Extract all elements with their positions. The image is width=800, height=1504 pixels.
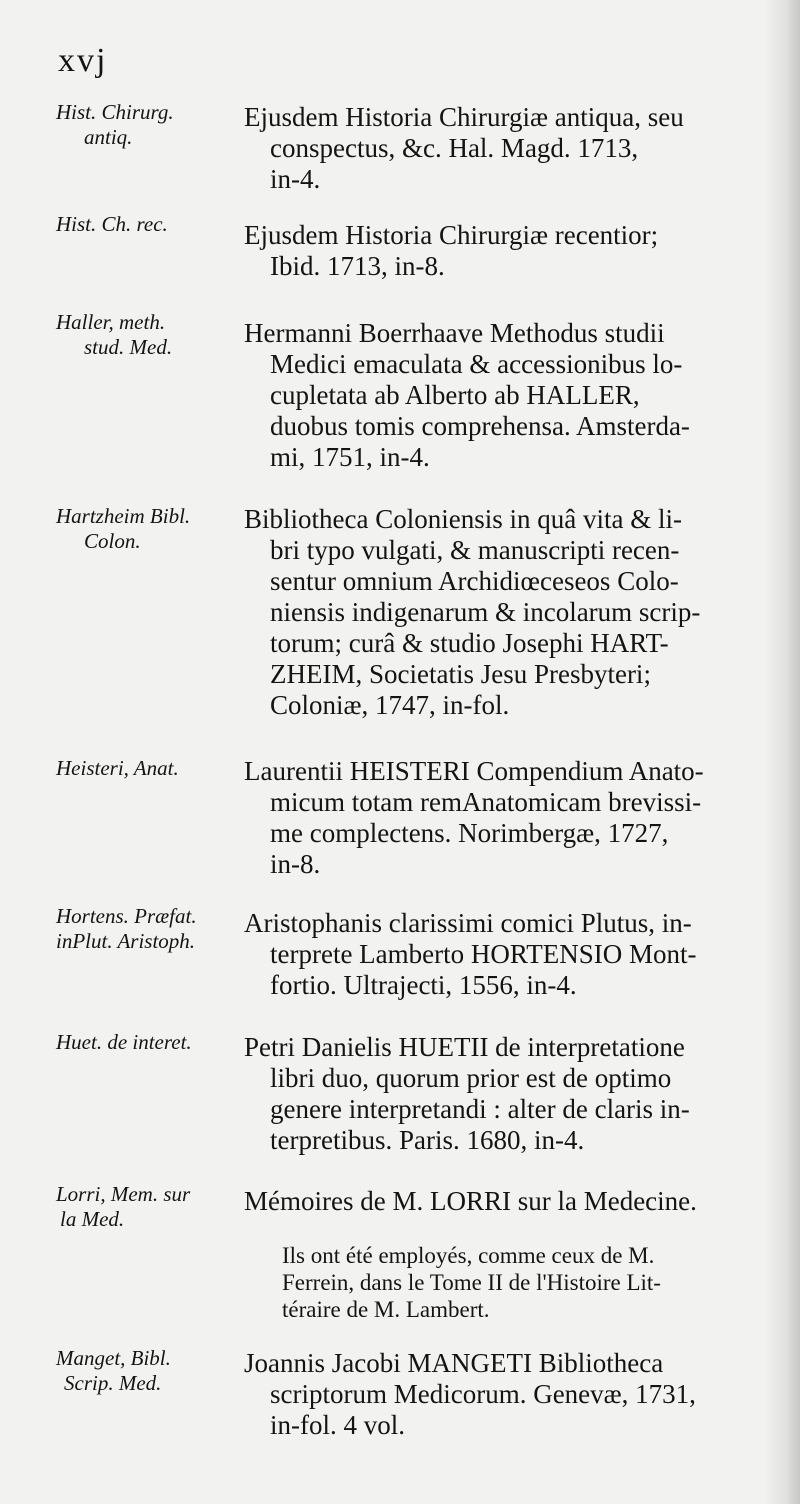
entry-line: torum; curâ & studio Josephi HART- xyxy=(270,628,669,658)
abbreviation-line: la Med. xyxy=(60,1207,125,1231)
entry-line: Hermanni Boerrhaave Methodus studii xyxy=(244,318,665,348)
entry-line: micum totam remAnatomicam brevissi- xyxy=(270,787,702,817)
entry-text xyxy=(244,318,766,473)
page-number: xvj xyxy=(58,42,108,79)
abbreviation-line: Hist. Ch. rec. xyxy=(56,212,168,236)
abbreviation-line: Hist. Chirurg. xyxy=(56,100,174,124)
entry-line: Ejusdem Historia Chirurgiæ antiqua, seu xyxy=(244,102,684,132)
entry-line: fortio. Ultrajecti, 1556, in-4. xyxy=(270,970,577,1000)
abbreviation-line: Hortens. Præfat. xyxy=(56,904,197,928)
page-shadow xyxy=(764,0,800,1504)
entry-line: Bibliotheca Coloniensis in quâ vita & li- xyxy=(244,504,682,534)
entry-text xyxy=(244,504,766,721)
entry-abbreviation xyxy=(56,1182,236,1232)
entry-line: Petri Danielis HUETII de interpretatione xyxy=(244,1032,685,1062)
entry-text xyxy=(244,102,766,195)
abbreviation-line: Scrip. Med. xyxy=(64,1371,162,1395)
entry-line: duobus tomis comprehensa. Amsterda- xyxy=(270,411,690,441)
entry-line: in-fol. 4 vol. xyxy=(270,1410,405,1440)
entry-text xyxy=(244,220,766,282)
note-line: Ils ont été employés, comme ceux de M. xyxy=(282,1243,655,1268)
note-line: téraire de M. Lambert. xyxy=(282,1297,490,1322)
entry-abbreviation xyxy=(56,100,236,150)
abbreviation-line: Haller, meth. xyxy=(56,310,166,334)
entry-line: terpretibus. Paris. 1680, in-4. xyxy=(270,1125,585,1155)
entry-line: Medici emaculata & accessionibus lo- xyxy=(270,349,683,379)
entry-line: Ibid. 1713, in-8. xyxy=(270,251,445,281)
entry-text xyxy=(244,756,766,880)
entry-line: bri typo vulgati, & manuscripti recen- xyxy=(270,535,680,565)
entry-abbreviation xyxy=(56,756,236,781)
entry-abbreviation xyxy=(56,1346,236,1396)
entry-line: me complectens. Norimbergæ, 1727, xyxy=(270,818,669,848)
entry-text xyxy=(244,908,766,1001)
entry-line: genere interpretandi : alter de claris in- xyxy=(270,1094,690,1124)
entry-line: in-4. xyxy=(270,164,321,194)
entry-line: Laurentii HEISTERI Compendium Anato- xyxy=(244,756,704,786)
abbreviation-line: Manget, Bibl. xyxy=(56,1346,171,1370)
abbreviation-line: stud. Med. xyxy=(84,335,173,359)
entry-line: niensis indigenarum & incolarum scrip- xyxy=(270,597,701,627)
entry-line: Joannis Jacobi MANGETI Bibliotheca xyxy=(244,1348,664,1378)
entry-text xyxy=(244,1348,766,1441)
entry-abbreviation xyxy=(56,310,236,360)
abbreviation-line: Hartzheim Bibl. xyxy=(56,504,191,528)
entry-line: Ejusdem Historia Chirurgiæ recentior; xyxy=(244,220,659,250)
note-line: Ferrein, dans le Tome II de l'Histoire Lit- xyxy=(282,1270,661,1295)
abbreviation-line: Colon. xyxy=(84,529,141,553)
entry-abbreviation xyxy=(56,904,236,954)
entry-text xyxy=(244,1186,766,1217)
entry-abbreviation xyxy=(56,212,236,237)
entry-abbreviation xyxy=(56,1030,236,1055)
abbreviation-line: Heisteri, Anat. xyxy=(56,756,179,780)
entry-note xyxy=(282,1242,766,1323)
entry-line: mi, 1751, in-4. xyxy=(270,442,430,472)
entry-line: libri duo, quorum prior est de optimo xyxy=(270,1063,672,1093)
entry-line: terprete Lamberto HORTENSIO Mont- xyxy=(270,939,697,969)
entry-text xyxy=(244,1032,766,1156)
entry-line: ZHEIM, Societatis Jesu Presbyteri; xyxy=(270,659,651,689)
abbreviation-line: antiq. xyxy=(84,125,133,149)
entry-line: Coloniæ, 1747, in-fol. xyxy=(270,690,510,720)
entry-line: cupletata ab Alberto ab HALLER, xyxy=(270,380,640,410)
entry-line: Mémoires de M. LORRI sur la Medecine. xyxy=(244,1186,697,1216)
entry-line: Aristophanis clarissimi comici Plutus, in- xyxy=(244,908,692,938)
entry-line: in-8. xyxy=(270,849,321,879)
entry-line: sentur omnium Archidiœceseos Colo- xyxy=(270,566,679,596)
abbreviation-line: Lorri, Mem. sur xyxy=(56,1182,191,1206)
abbreviation-line: Huet. de interet. xyxy=(56,1030,192,1054)
abbreviation-line: inPlut. Aristoph. xyxy=(56,929,196,953)
entry-line: conspectus, &c. Hal. Magd. 1713, xyxy=(270,133,639,163)
entry-line: scriptorum Medicorum. Genevæ, 1731, xyxy=(270,1379,696,1409)
entry-abbreviation xyxy=(56,504,236,554)
